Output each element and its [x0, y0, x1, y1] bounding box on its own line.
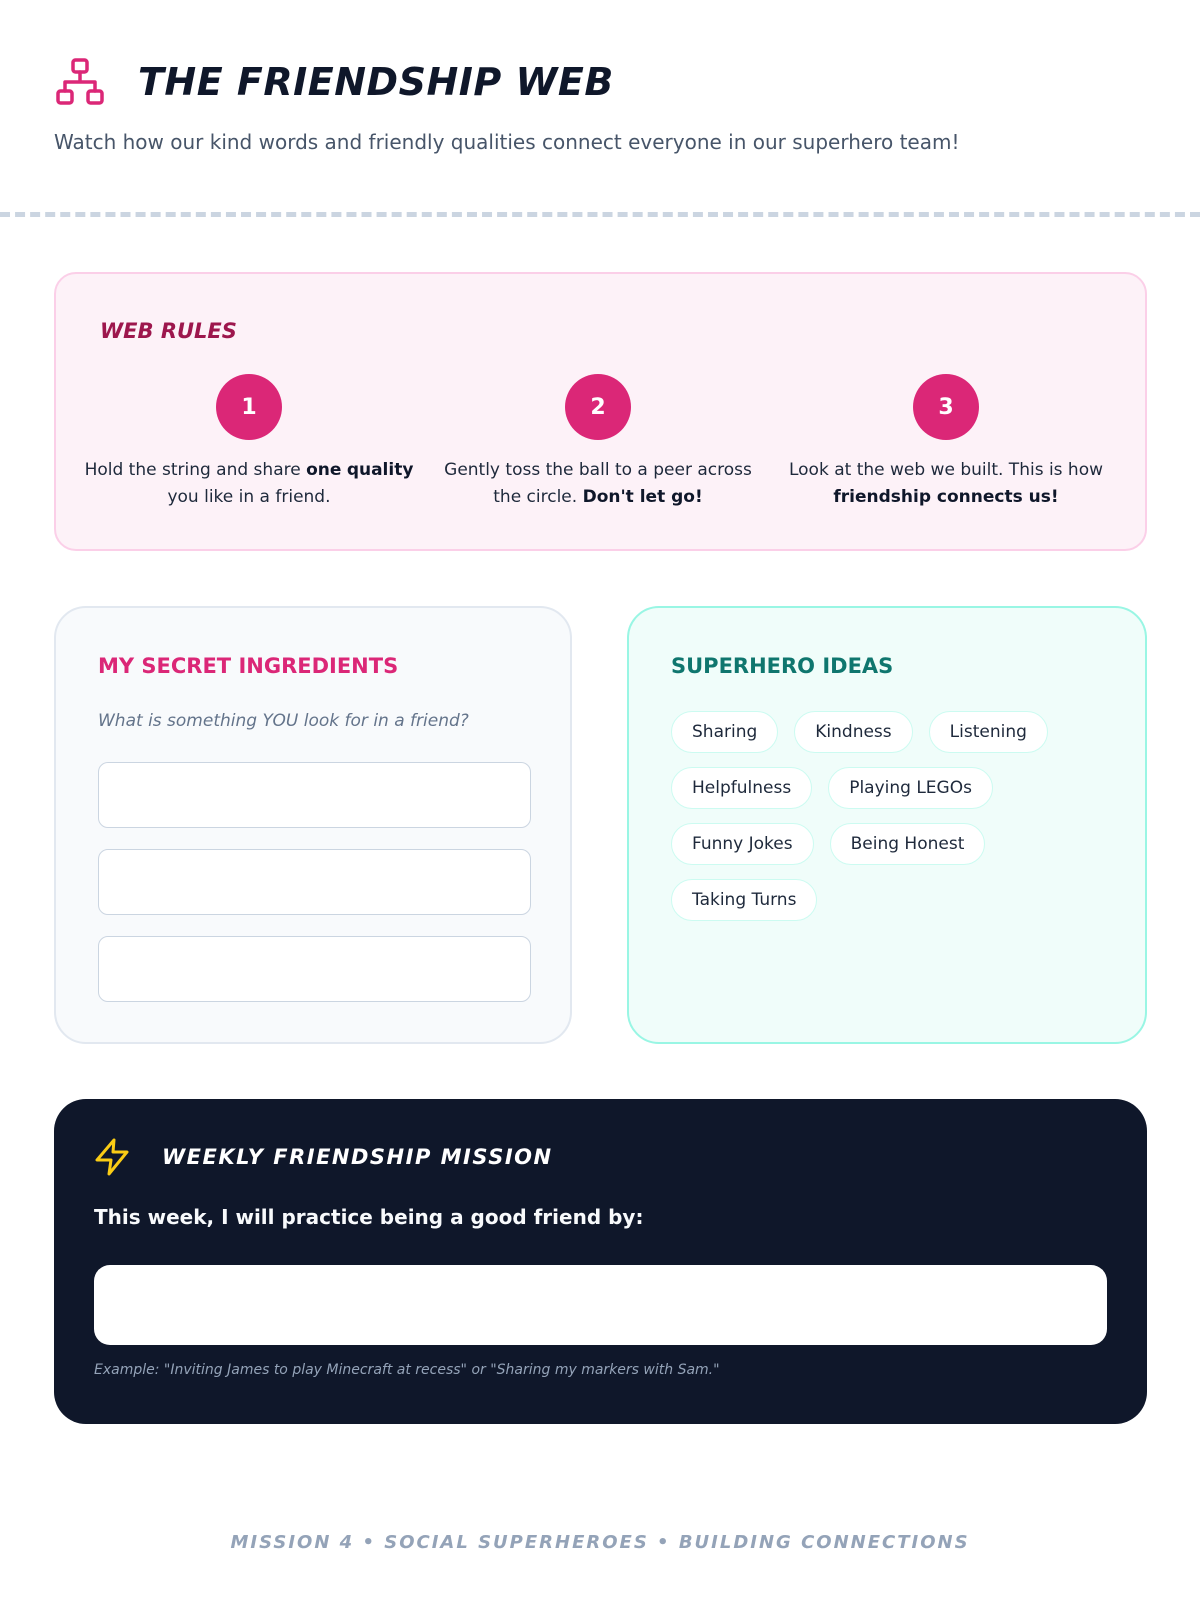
- ingredient-input-3[interactable]: [98, 936, 531, 1002]
- web-rules-title: WEB RULES: [100, 319, 237, 343]
- rule-text: Hold the string and share one quality you like in a friend.: [84, 460, 414, 507]
- page-footer: MISSION 4 • SOCIAL SUPERHEROES • BUILDING CONNECTIONS: [230, 1532, 970, 1553]
- rule-text: Gently toss the ball to a peer across the circle. Don't let go!: [444, 460, 752, 507]
- page-header: [54, 56, 1154, 154]
- rule-item-1: [79, 374, 419, 511]
- rule-item-3: [776, 374, 1116, 511]
- lightning-bolt-icon: [92, 1137, 132, 1177]
- idea-tag-playing-legos[interactable]: Playing LEGOs: [828, 767, 993, 809]
- ingredient-input-2[interactable]: [98, 849, 531, 915]
- ingredient-input-1[interactable]: [98, 762, 531, 828]
- idea-tag-list: [671, 711, 1111, 921]
- dashed-divider: [0, 212, 1200, 217]
- title-row: [54, 56, 1154, 108]
- rule-number-badge: 3: [913, 374, 979, 440]
- sitemap-network-icon: [54, 56, 106, 108]
- web-rules-panel: [54, 272, 1147, 551]
- idea-tag-being-honest[interactable]: Being Honest: [830, 823, 986, 865]
- secret-ingredients-panel: [54, 606, 572, 1044]
- idea-tag-helpfulness[interactable]: Helpfulness: [671, 767, 812, 809]
- weekly-mission-title: WEEKLY FRIENDSHIP MISSION: [162, 1145, 553, 1169]
- weekly-mission-panel: [54, 1099, 1147, 1424]
- rule-number-badge: 2: [565, 374, 631, 440]
- superhero-ideas-panel: [627, 606, 1147, 1044]
- rule-item-2: [428, 374, 768, 511]
- rule-number-badge: 1: [216, 374, 282, 440]
- idea-tag-taking-turns[interactable]: Taking Turns: [671, 879, 817, 921]
- secret-ingredients-question: What is something YOU look for in a friend?: [98, 711, 469, 731]
- idea-tag-funny-jokes[interactable]: Funny Jokes: [671, 823, 814, 865]
- rule-text: Look at the web we built. This is how friendship connects us!: [788, 460, 1104, 507]
- superhero-ideas-title: SUPERHERO IDEAS: [671, 654, 894, 678]
- secret-ingredients-title: MY SECRET INGREDIENTS: [98, 654, 399, 678]
- page-subtitle: Watch how our kind words and friendly qualities connect everyone in our superhero team!: [54, 130, 960, 154]
- idea-tag-kindness[interactable]: Kindness: [794, 711, 912, 753]
- idea-tag-sharing[interactable]: Sharing: [671, 711, 778, 753]
- page-title: THE FRIENDSHIP WEB: [138, 60, 614, 104]
- weekly-mission-input[interactable]: [94, 1265, 1107, 1345]
- weekly-mission-example: Example: "Inviting James to play Minecraft at recess" or "Sharing my markers with Sam.": [94, 1362, 720, 1378]
- idea-tag-listening[interactable]: Listening: [929, 711, 1048, 753]
- weekly-mission-prompt: This week, I will practice being a good friend by:: [94, 1205, 644, 1229]
